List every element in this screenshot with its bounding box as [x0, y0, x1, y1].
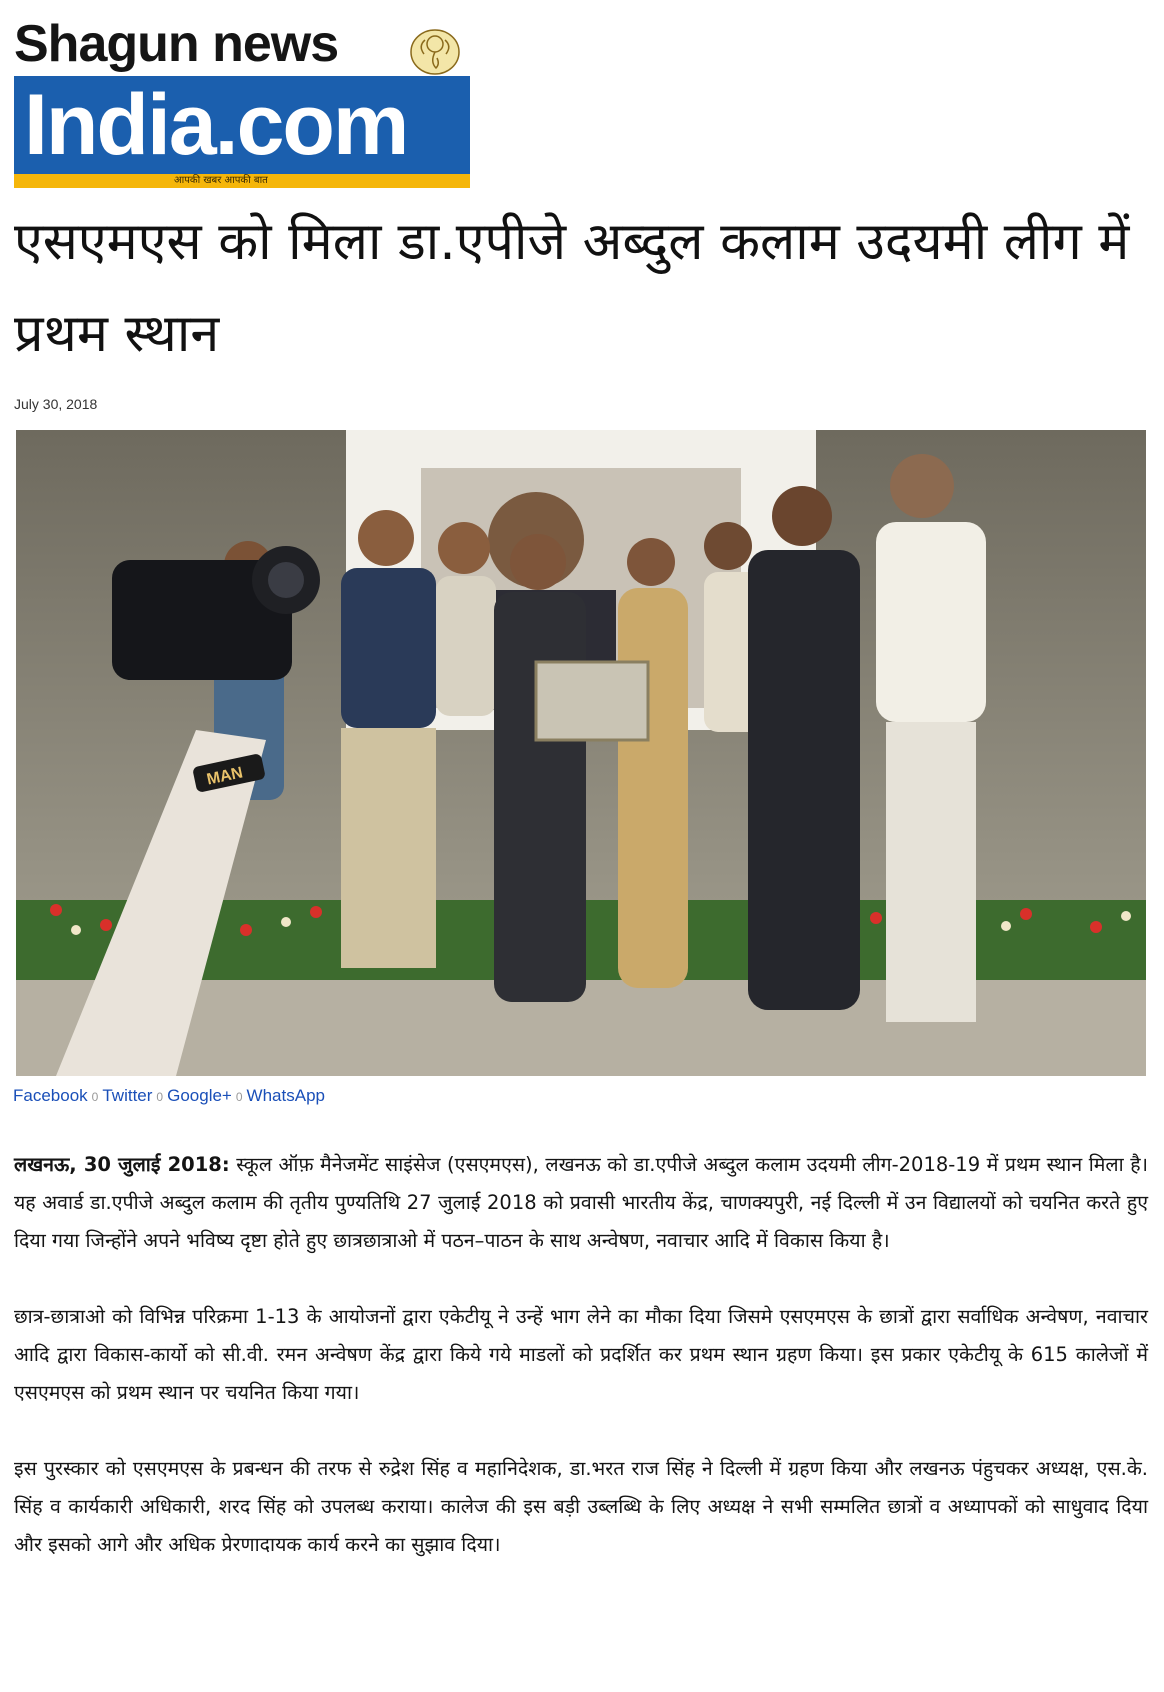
article-title: एसएमएस को मिला डा.एपीजे अब्दुल कलाम उदयमी लीग में प्रथम स्थान: [14, 212, 1130, 364]
wristband-text: MAN: [205, 764, 245, 789]
dateline: लखनऊ, 30 जुलाई 2018:: [14, 1153, 230, 1176]
article-photo[interactable]: [16, 430, 1146, 1076]
share-bar: [13, 1086, 325, 1106]
share-google-link[interactable]: Google+: [167, 1086, 232, 1105]
logo-line-2: India.com: [24, 77, 408, 173]
ganesha-emblem-icon: [406, 24, 464, 76]
award-ceremony-photo: [16, 430, 1146, 1076]
share-whatsapp-link[interactable]: WhatsApp: [246, 1086, 325, 1105]
article-date: July 30, 2018: [14, 396, 98, 412]
share-facebook-link[interactable]: Facebook: [13, 1086, 88, 1105]
logo-line-1: Shagun news: [14, 15, 339, 73]
google-share-count: 0: [235, 1090, 243, 1104]
share-twitter-link[interactable]: Twitter: [102, 1086, 153, 1105]
logo-tagline: आपकी खबर आपकी बात: [174, 175, 268, 186]
article-paragraph-3: इस पुरस्कार को एसएमएस के प्रबन्धन की तरफ से रुद्रेश सिंह व महानिदेशक, डा.भरत राज सिंह ने दिल्ली में ग्रहण किया और लखनऊ पंहुचकर अध्यक्ष, एस.के. सिंह व कार्यकारी अधिकारी, शरद सिंह को उपलब्ध कराया। कालेज की इस बड़ी उब्लब्धि के लिए अध्यक्ष ने सभी सम्मलित छात्रों व अध्यापकों को साधुवाद दिया और इसको आगे और अधिक प्रेरणादायक कार्य करने का सुझाव दिया।: [14, 1457, 1148, 1556]
facebook-share-count: 0: [91, 1090, 99, 1104]
site-logo[interactable]: [14, 16, 470, 188]
article-paragraph-2: छात्र-छात्राओ को विभिन्न परिक्रमा 1-13 के आयोजनों द्वारा एकेटीयू ने उन्हें भाग लेने का मौका दिया जिसमे एसएमएस के छात्रों द्वारा सर्वाधिक अन्वेषण, नवाचार आदि द्वारा विकास-कार्यो को सी.वी. रमन अन्वेषण केंद्र द्वारा किये गये माडलों को प्रदर्शित कर प्रथम स्थान ग्रहण किया। इस प्रकार एकेटीयू के 615 कालेजों में एसएमएस को प्रथम स्थान पर चयनित किया गया।: [14, 1305, 1148, 1404]
twitter-share-count: 0: [156, 1090, 164, 1104]
article-paragraph-1: लखनऊ, 30 जुलाई 2018: स्कूल ऑफ़ मैनेजमेंट साइंसेज (एसएमएस), लखनऊ को डा.एपीजे अब्दुल कलाम उदयमी लीग-2018-19 में प्रथम स्थान मिला है। यह अवार्ड डा.एपीजे अब्दुल कलाम की तृतीय पुण्यतिथि 27 जुलाई 2018 को प्रवासी भारतीय केंद्र, चाणक्यपुरी, नई दिल्ली में उन विद्यालयों को चयनित करते हुए दिया गया जिन्होंने अपने भविष्य दृष्टा होते हुए छात्रछात्राओ में पठन–पाठन के साथ अन्वेषण, नवाचार आदि में विकास किया है।: [14, 1153, 1148, 1252]
article-body: [14, 1146, 1148, 1602]
